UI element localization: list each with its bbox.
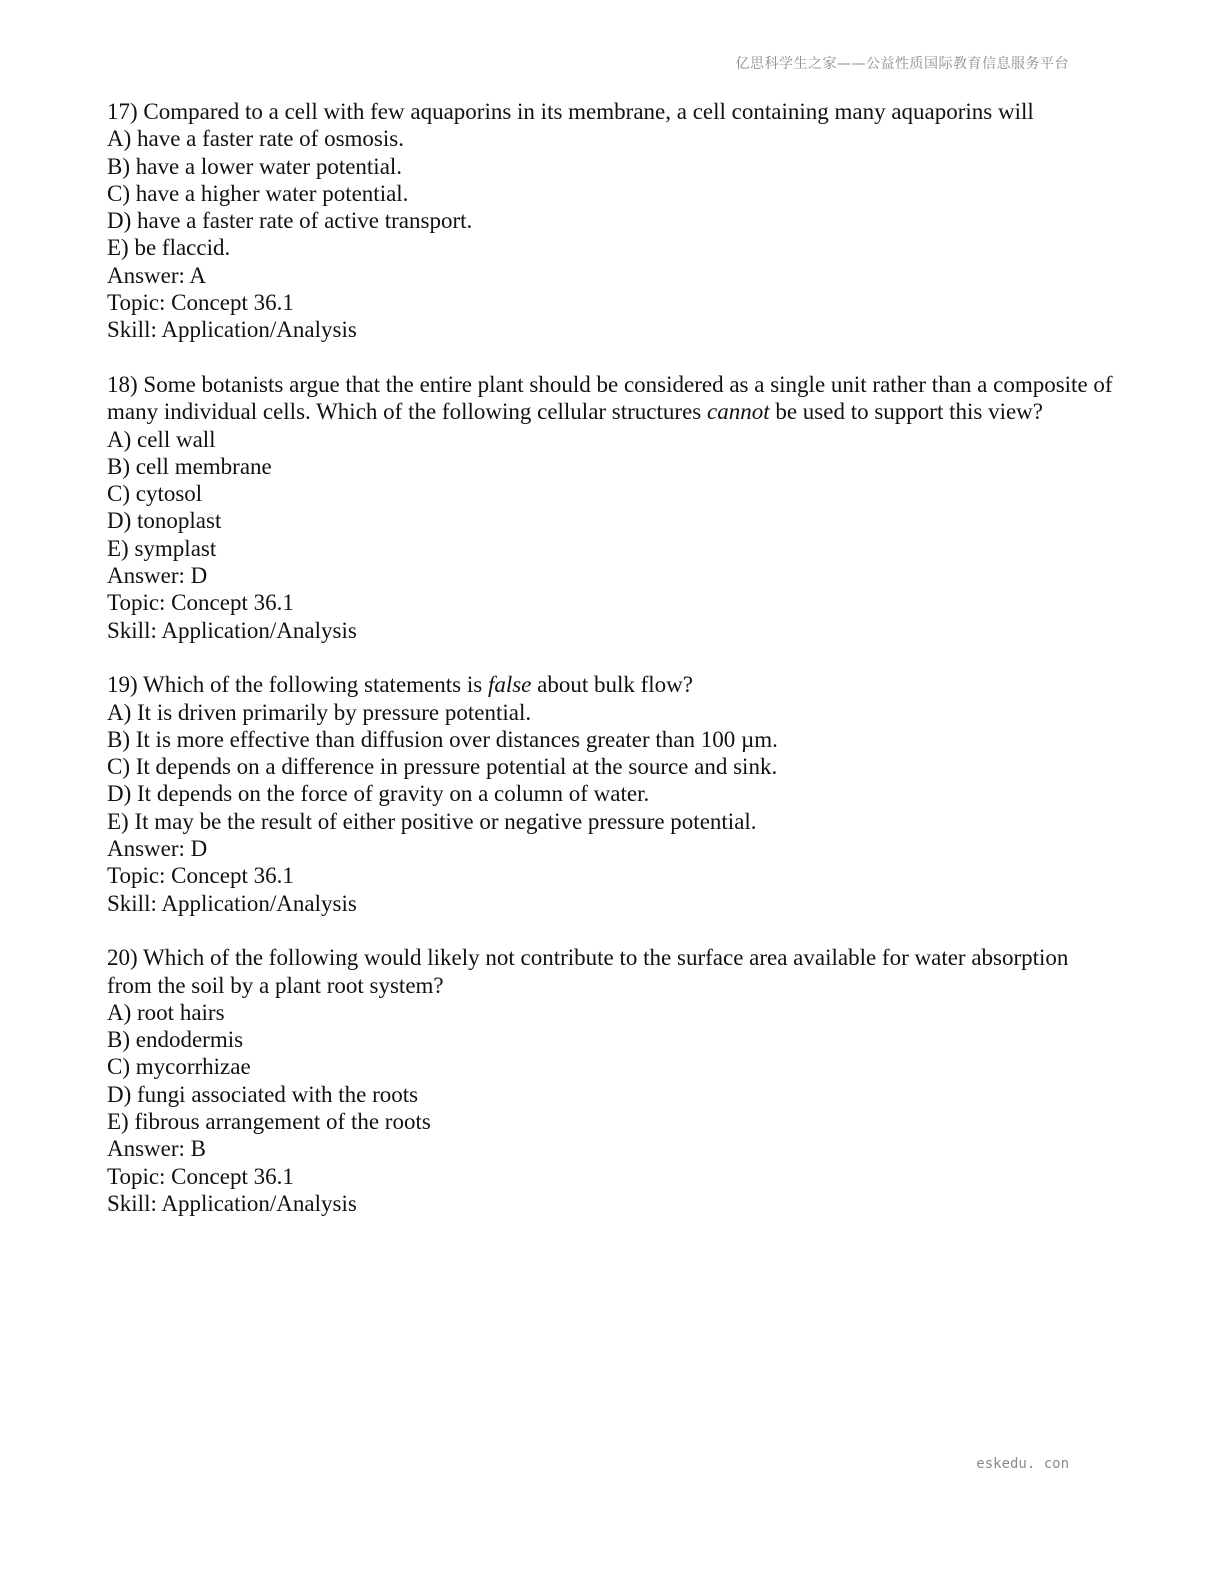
skill-line: Skill: Application/Analysis (107, 317, 357, 343)
question-list (107, 98, 1117, 1244)
question-17 (107, 98, 1117, 344)
option-c: C) mycorrhizae (107, 1054, 251, 1080)
answer-line: Answer: B (107, 1136, 207, 1162)
option-a: A) root hairs (107, 999, 225, 1025)
option-c: C) have a higher water potential. (107, 180, 409, 206)
option-c: C) It depends on a difference in pressure potential at the source and sink. (107, 754, 778, 780)
option-a: A) have a faster rate of osmosis. (107, 126, 404, 152)
skill-line: Skill: Application/Analysis (107, 890, 357, 916)
option-d: D) have a faster rate of active transport. (107, 208, 473, 234)
stem-emphasis: cannot (706, 399, 770, 425)
question-20 (107, 944, 1117, 1217)
question-stem: 20) Which of the following would likely not contribute to the surface area available for water absorption from the soil by a plant root system? (107, 945, 1069, 998)
option-d: D) fungi associated with the roots (107, 1081, 419, 1107)
topic-line: Topic: Concept 36.1 (107, 290, 294, 316)
option-a: A) cell wall (107, 426, 216, 452)
page-footer: eskedu. con (976, 1456, 1069, 1472)
answer-line: Answer: A (107, 262, 207, 288)
question-18 (107, 371, 1117, 644)
option-b: B) It is more effective than diffusion over distances greater than 100 µm. (107, 726, 778, 752)
question-stem (107, 371, 1117, 426)
page-header: 亿思科学生之家——公益性质国际教育信息服务平台 (735, 56, 1069, 72)
option-e: E) be flaccid. (107, 235, 231, 261)
option-b: B) have a lower water potential. (107, 153, 403, 179)
question-stem (107, 671, 1117, 698)
stem-text: about bulk flow? (531, 672, 693, 698)
option-c: C) cytosol (107, 481, 203, 507)
stem-emphasis: false (487, 672, 532, 698)
question-stem: 17) Compared to a cell with few aquaporins in its membrane, a cell containing many aquaporins will (107, 99, 1034, 124)
option-e: E) symplast (107, 535, 217, 561)
option-b: B) cell membrane (107, 453, 272, 479)
option-a: A) It is driven primarily by pressure potential. (107, 699, 532, 725)
option-d: D) tonoplast (107, 508, 222, 534)
skill-line: Skill: Application/Analysis (107, 1190, 357, 1216)
topic-line: Topic: Concept 36.1 (107, 1163, 294, 1189)
question-19 (107, 671, 1117, 917)
topic-line: Topic: Concept 36.1 (107, 590, 294, 616)
topic-line: Topic: Concept 36.1 (107, 863, 294, 889)
answer-line: Answer: D (107, 836, 208, 862)
option-e: E) fibrous arrangement of the roots (107, 1108, 431, 1134)
stem-text: be used to support this view? (769, 399, 1043, 425)
option-b: B) endodermis (107, 1027, 244, 1053)
stem-text: 18) Some botanists argue that the entire plant should be considered as a single unit rather than a composite of many individual cells. Which of the following cellular structures (107, 371, 1113, 425)
option-e: E) It may be the result of either positive or negative pressure potential. (107, 808, 757, 834)
stem-text: 19) Which of the following statements is (107, 672, 488, 698)
skill-line: Skill: Application/Analysis (107, 617, 357, 643)
answer-line: Answer: D (107, 563, 208, 589)
option-d: D) It depends on the force of gravity on a column of water. (107, 781, 650, 807)
